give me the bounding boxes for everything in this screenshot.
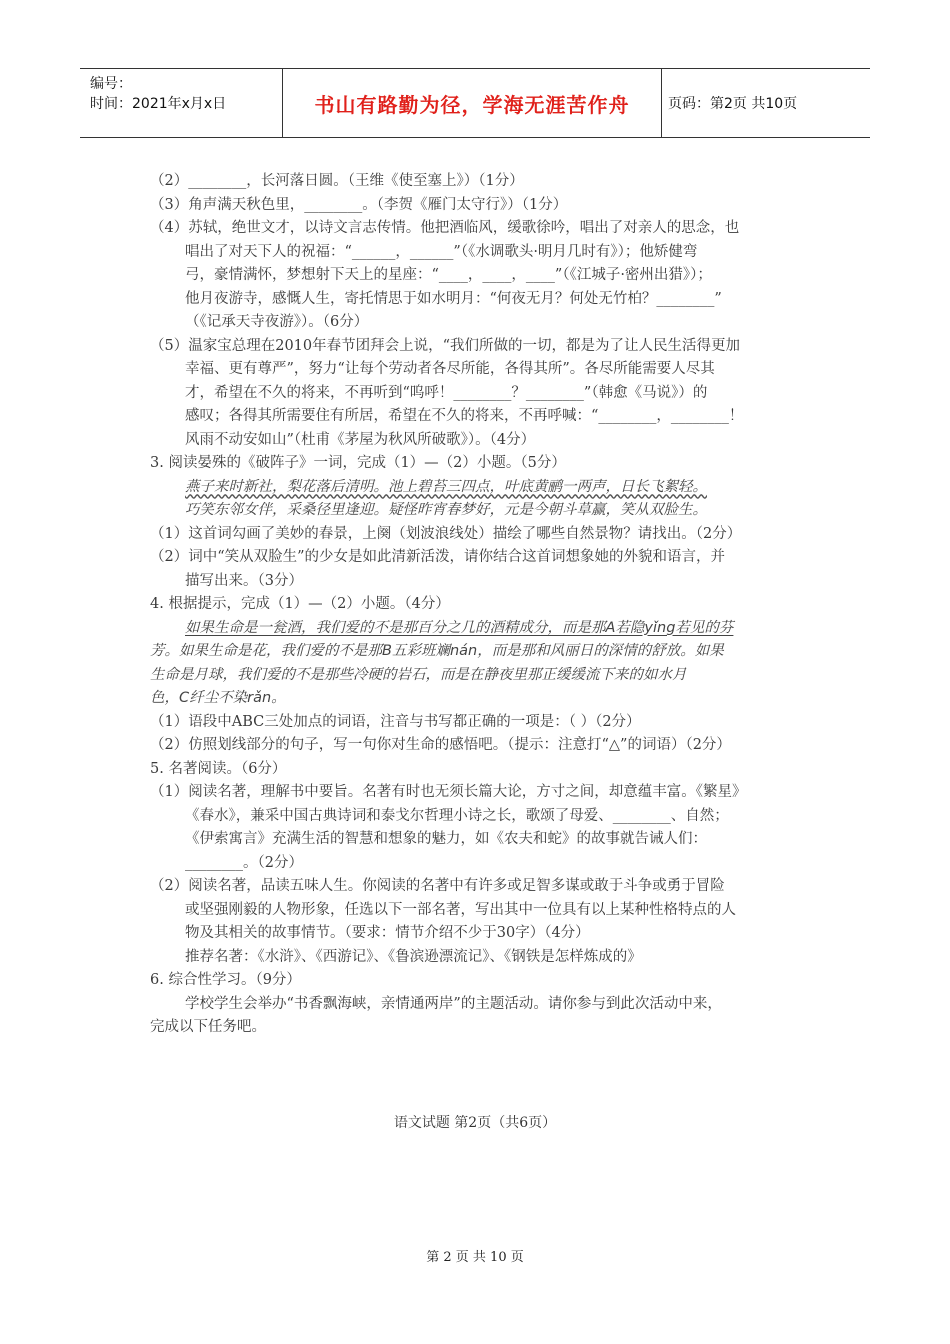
text-line: 幸福、更有尊严”，努力“让每个劳动者各尽所能，各得其所”。各尽所能需要人尽其 xyxy=(185,361,715,377)
text-line: 《春水》，兼采中国古典诗词和泰戈尔哲理小诗之长，歌颂了母爱、________、自然； xyxy=(185,807,729,824)
text-line: ________。（2分） xyxy=(185,854,303,871)
page-label: 页码：第2页 共10页 xyxy=(668,96,798,112)
number-label: 编号： xyxy=(90,76,132,92)
text-line: （《记承天寺夜游》）。（6分） xyxy=(185,314,369,330)
question-heading: 4. 根据提示，完成（1）—（2）小题。（4分） xyxy=(150,596,450,612)
text-line: （1）这首词勾画了美妙的春景，上阕（划波浪线处）描绘了哪些自然景物？请找出。（2分） xyxy=(150,525,742,542)
text-line: 才，希望在不久的将来，不再听到“呜呼！________？________”（韩愈《马说》）的 xyxy=(185,384,708,401)
question-heading: 5. 名著阅读。（6分） xyxy=(150,760,287,777)
text-line: （3）角声满天秋色里，________。（李贺《雁门太守行》）（1分） xyxy=(150,196,568,213)
header-info xyxy=(80,69,282,137)
passage-line: 芳。如果生命是花，我们爱的不是那B五彩班斓nán，而是那和风丽日的深情的舒放。如果 xyxy=(150,643,724,659)
text-line: 《伊索寓言》充满生活的智慧和想象的魅力，如《农夫和蛇》的故事就告诫人们： xyxy=(185,831,707,847)
page-number: 第 2 页 共 10 页 xyxy=(426,1250,524,1265)
poem-line: 巧笑东邻女伴，采桑径里逢迎。疑怪昨宵春梦好，元是今朝斗草赢，笑从双脸生。 xyxy=(185,502,707,518)
text-line: 描写出来。（3分） xyxy=(185,572,303,589)
text-line: 物及其相关的故事情节。（要求：情节介绍不少于30字）（4分） xyxy=(185,925,590,941)
text-line: （1）语段中ABC三处加点的词语，注音与书写都正确的一项是：（ ）（2分） xyxy=(150,713,641,730)
text-line: 风雨不动安如山”（杜甫《茅屋为秋风所破歌》）。（4分） xyxy=(185,431,536,448)
passage-line-underlined: 如果生命是一瓮酒，我们爱的不是那百分之几的酒精成分，而是那A若隐yǐng若见的芬 xyxy=(185,619,734,636)
exam-page-footer: 语文试题 第2页（共6页） xyxy=(393,1115,557,1131)
text-line: （4）苏轼，绝世文才，以诗文言志传情。他把酒临风，缓歌徐吟，唱出了对亲人的思念，也 xyxy=(150,220,740,236)
text-line: 唱出了对天下人的祝福：“______，______”（《水调歌头·明月几时有》）；他矫健弯 xyxy=(185,243,698,260)
text-line: （2）词中“笑从双脸生”的少女是如此清新活泼，请你结合这首词想象她的外貌和语言，并 xyxy=(150,549,726,565)
text-line: 弓，豪情满怀，梦想射下天上的星座：“____，____，____”（《江城子·密州出猎》）； xyxy=(185,267,712,283)
motto-title: 书山有路勤为径，学海无涯苦作舟 xyxy=(282,69,662,137)
text-line: （1）阅读名著，理解书中要旨。名著有时也无须长篇大论，方寸之间，却意蕴丰富。《繁星》 xyxy=(150,784,747,800)
text-line: （2）阅读名著，品读五味人生。你阅读的名著中有许多或足智多谋或敢于斗争或勇于冒险 xyxy=(150,878,725,894)
scanned-exam-text xyxy=(150,170,810,1040)
text-line: （2）________，长河落日圆。（王维《使至塞上》）（1分） xyxy=(150,173,524,189)
text-line: 或坚强刚毅的人物形象，任选以下一部名著，写出其中一位具有以上某种性格特点的人 xyxy=(185,901,736,918)
poem-line-wavy: 燕子来时新社，梨花落后清明。池上碧苔三四点，叶底黄鹂一两声，日长飞絮轻。 xyxy=(185,478,707,495)
text-line: 推荐名著：《水浒》、《西游记》、《鲁滨逊漂流记》、《钢铁是怎样炼成的》 xyxy=(185,948,642,965)
passage-line: 色，C纤尘不染rǎn。 xyxy=(150,690,286,706)
time-label: 时间：2021年x月x日 xyxy=(90,96,227,112)
text-line: 完成以下任务吧。 xyxy=(150,1019,266,1035)
question-heading: 6. 综合性学习。（9分） xyxy=(150,972,301,988)
text-line: 他月夜游寺，感慨人生，寄托情思于如水明月：“何夜无月？何处无竹柏？________” xyxy=(185,290,722,307)
text-line: （5）温家宝总理在2010年春节团拜会上说，“我们所做的一切，都是为了让人民生活得更加 xyxy=(150,337,741,354)
text-line: 学校学生会举办“书香飘海峡，亲情通两岸”的主题活动。请你参与到此次活动中来， xyxy=(185,995,722,1012)
question-heading: 3. 阅读晏殊的《破阵子》一词，完成（1）—（2）小题。（5分） xyxy=(150,455,566,471)
text-line: （2）仿照划线部分的句子，写一句你对生命的感悟吧。（提示：注意打“△”的词语）（2分） xyxy=(150,737,731,753)
passage-line: 生命是月球，我们爱的不是那些冷硬的岩石，而是在静夜里那正缓缓流下来的如水月 xyxy=(150,666,687,683)
text-line: 感叹；各得其所需要住有所居，希望在不久的将来，不再呼喊：“________，________！ xyxy=(185,408,744,424)
page-header xyxy=(80,68,870,138)
